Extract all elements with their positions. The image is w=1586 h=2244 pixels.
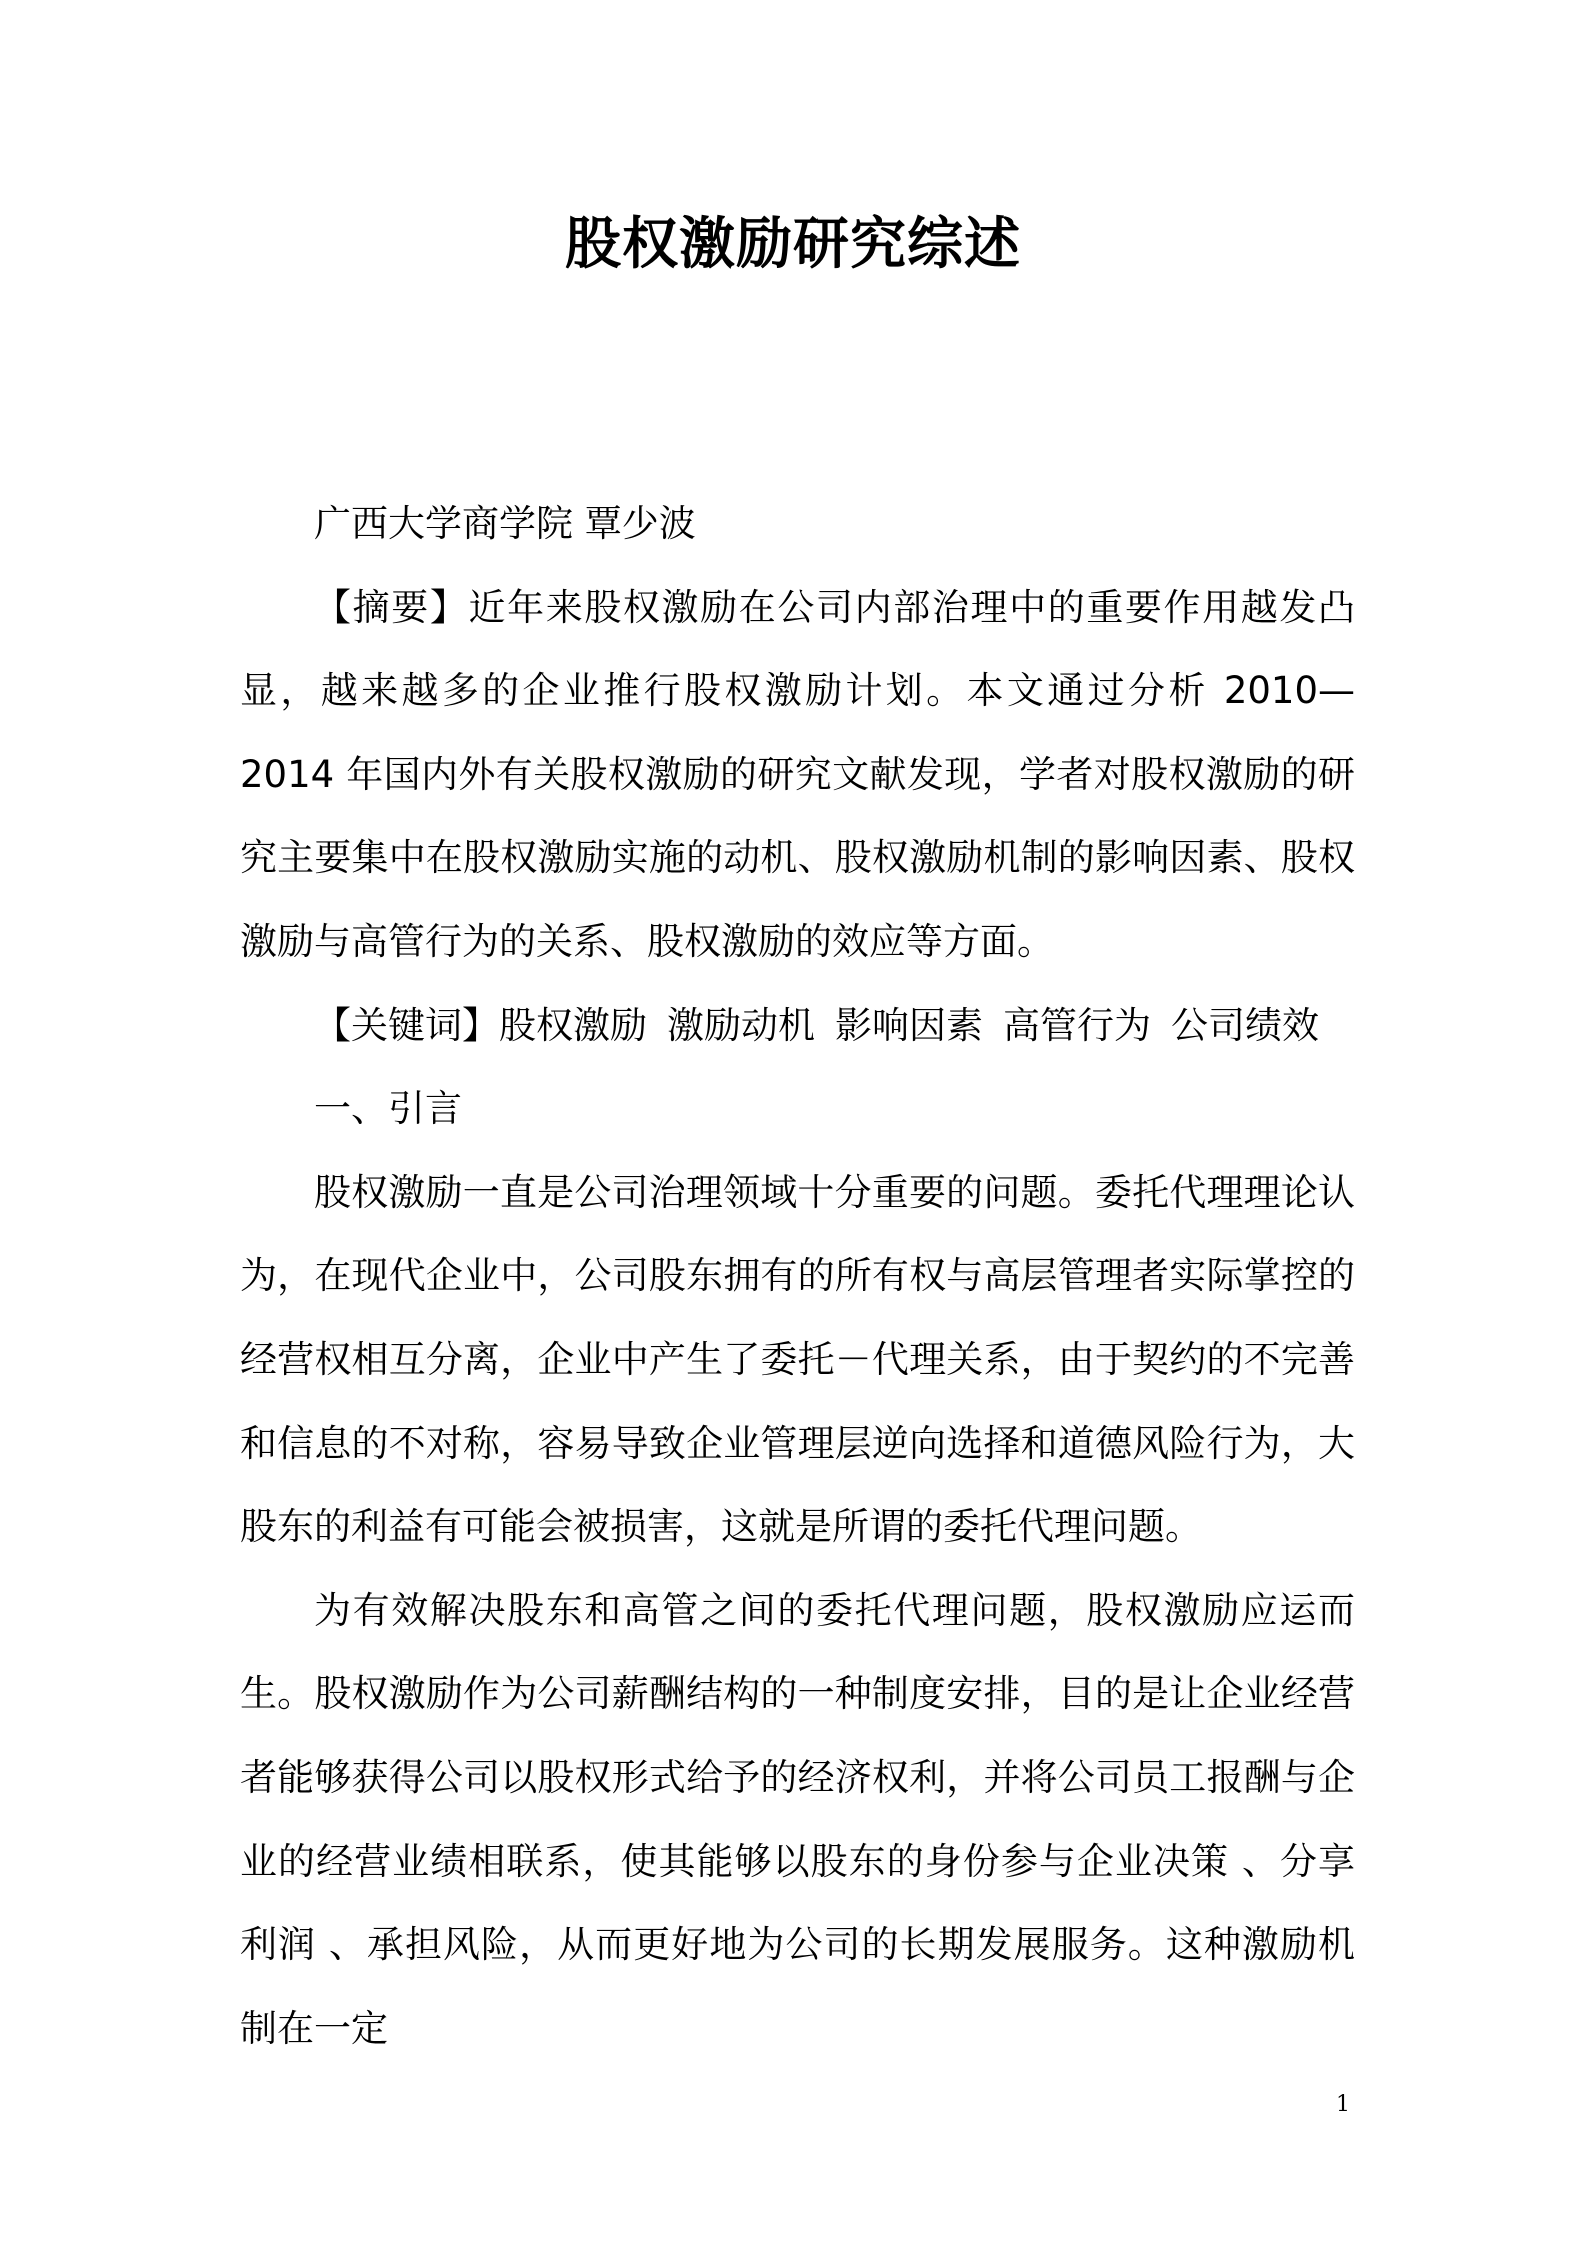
- keywords-paragraph: [240, 984, 1355, 1068]
- document-title: 股权激励研究综述: [565, 212, 1021, 277]
- document-body: [240, 482, 1355, 2070]
- author-line: 广西大学商学院 覃少波: [314, 502, 696, 545]
- keywords-label: 【关键词】: [314, 1003, 499, 1047]
- abstract-text: 近年来股权激励在公司内部治理中的重要作用越发凸显，越来越多的企业推行股权激励计划。本文通过分析 2010—2014 年国内外有关股权激励的研究文献发现，学者对股权激励的研究主要集中在股权激励实施的动机、股权激励机制的影响因素、股权激励与高管行为的关系、股权激励的效应等方面。: [240, 585, 1356, 963]
- page-number: 1: [1336, 2092, 1350, 2117]
- body-paragraph: 股权激励一直是公司治理领域十分重要的问题。委托代理理论认为，在现代企业中，公司股东拥有的所有权与高层管理者实际掌控的经营权相互分离，企业中产生了委托－代理关系，由于契约的不完善和信息的不对称，容易导致企业管理层逆向选择和道德风险行为，大股东的利益有可能会被损害，这就是所谓的委托代理问题。: [240, 1170, 1355, 1549]
- keyword-term: 影响因素: [835, 1003, 983, 1047]
- keyword-term: 公司绩效: [1171, 1003, 1319, 1047]
- body-paragraph: 为有效解决股东和高管之间的委托代理问题，股权激励应运而生。股权激励作为公司薪酬结构的一种制度安排，目的是让企业经营者能够获得公司以股权形式给予的经济权利，并将公司员工报酬与企业的经营业绩相联系，使其能够以股东的身份参与企业决策 、分享利润 、承担风险，从而更好地为公司的长期发展服务。这种激励机制在一定: [240, 1588, 1355, 2050]
- keyword-term: 激励动机: [667, 1003, 815, 1047]
- abstract-label: 【摘要】: [314, 585, 469, 629]
- section-heading: 一、引言: [314, 1087, 462, 1131]
- keyword-term: 高管行为: [1003, 1003, 1151, 1047]
- keyword-term: 股权激励: [499, 1003, 647, 1047]
- abstract-paragraph: [240, 566, 1355, 984]
